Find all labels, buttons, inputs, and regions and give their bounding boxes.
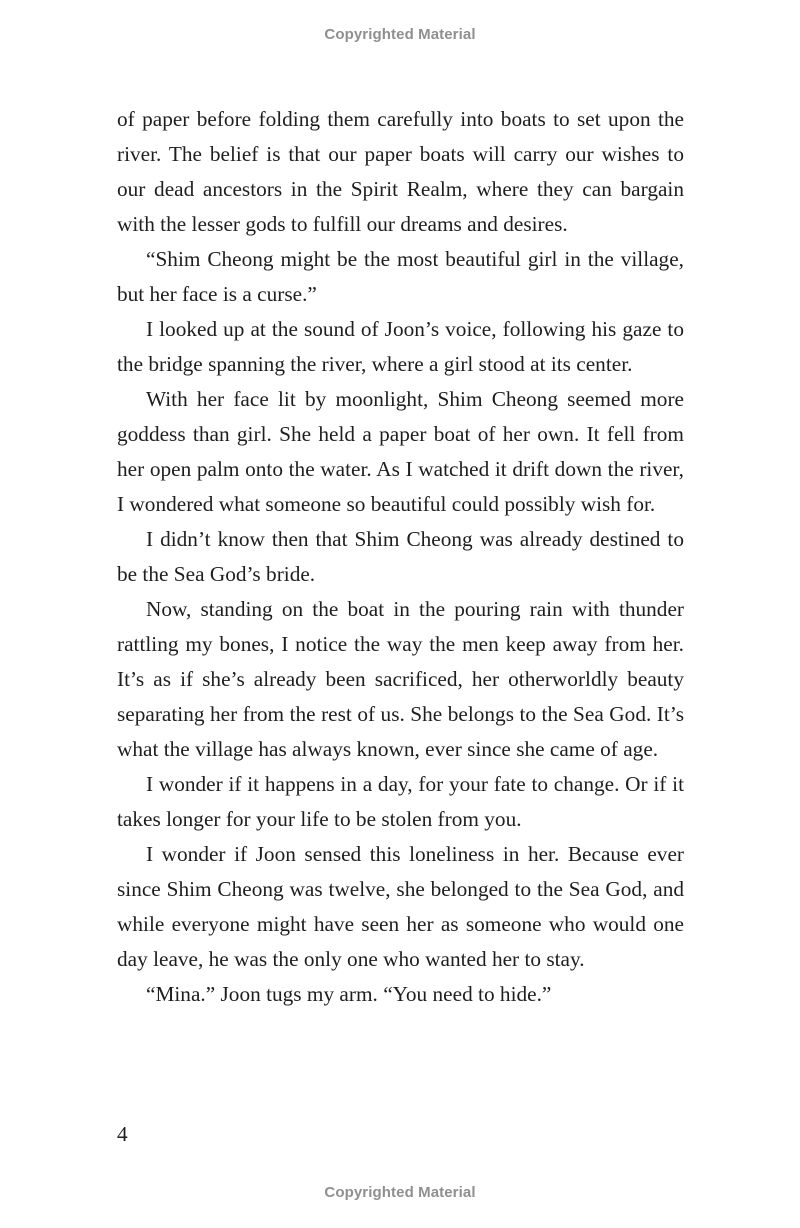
paragraph-continuation: of paper before folding them carefully into boats to set upon the river. The belief is that our paper boats will carry our wishes to our dead ancestors in the Spirit Realm, where they can bargain with the lesser gods to fulfill our dreams and desires. — [117, 107, 684, 236]
paragraph: I wonder if Joon sensed this loneliness in her. Because ever since Shim Cheong was twelve, she belonged to the Sea God, and while everyone might have seen her as someone who would one day leave, he was the only one who wanted her to stay. — [117, 842, 684, 971]
paragraph: I didn’t know then that Shim Cheong was already destined to be the Sea God’s bride. — [117, 527, 684, 586]
paragraph: I wonder if it happens in a day, for your fate to change. Or if it takes longer for your life to be stolen from you. — [117, 772, 684, 831]
copyright-watermark-bottom: Copyrighted Material — [324, 1184, 476, 1201]
paragraph: With her face lit by moonlight, Shim Cheong seemed more goddess than girl. She held a paper boat of her own. It fell from her open palm onto the water. As I watched it drift down the river, I wondered what someone so beautiful could possibly wish for. — [117, 387, 684, 516]
paragraph: “Shim Cheong might be the most beautiful girl in the village, but her face is a curse.” — [117, 247, 684, 306]
paragraph: “Mina.” Joon tugs my arm. “You need to hide.” — [146, 982, 552, 1006]
copyright-watermark-top: Copyrighted Material — [324, 26, 476, 43]
page-number: 4 — [117, 1122, 128, 1146]
paragraph: Now, standing on the boat in the pouring rain with thunder rattling my bones, I notice the way the men keep away from her. It’s as if she’s already been sacrificed, her otherworldly beauty separating her from the rest of us. She belongs to the Sea God. It’s what the village has always known, ever since she came of age. — [117, 597, 684, 761]
body-text — [117, 102, 684, 1012]
paragraph: I looked up at the sound of Joon’s voice, following his gaze to the bridge spanning the river, where a girl stood at its center. — [117, 317, 684, 376]
